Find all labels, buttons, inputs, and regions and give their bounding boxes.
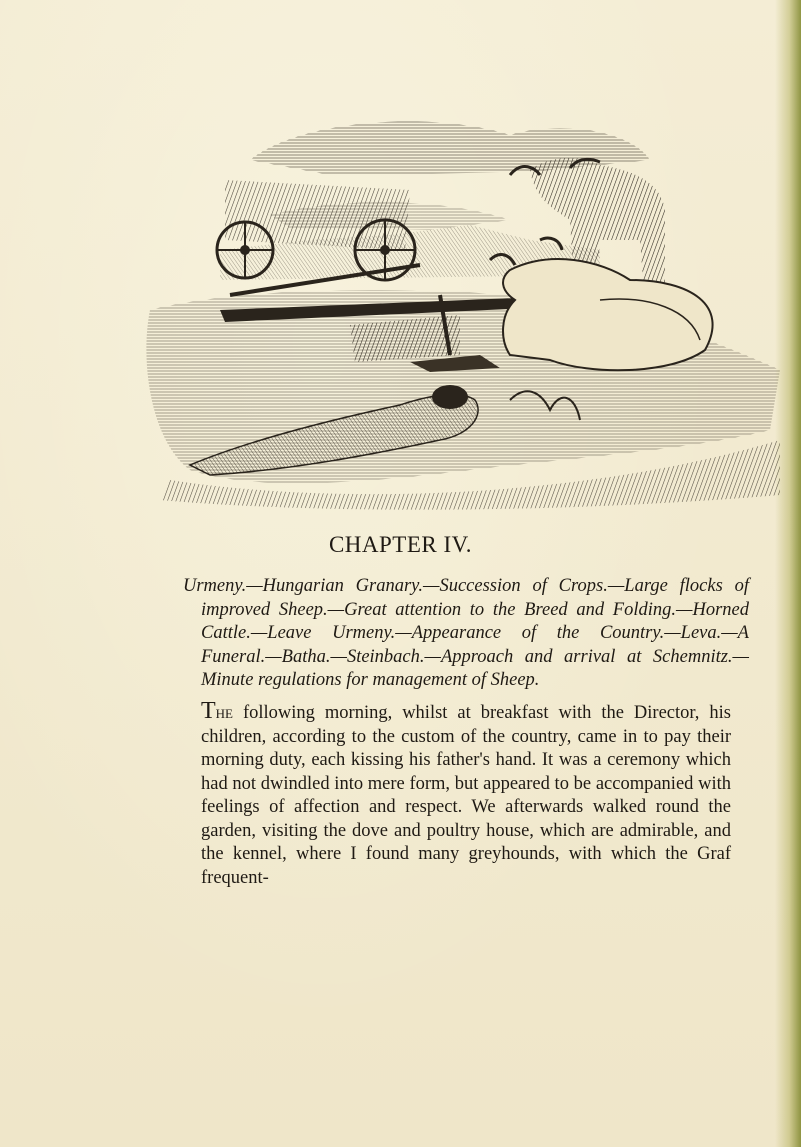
first-word-rest: he xyxy=(215,703,234,723)
chapter-summary: Urmeny.—Hungarian Granary.—Succession of Crops.—Large flocks of improved Sheep.—Great attention to the Breed and Folding.—Horned Cattle.—Leave Urmeny.—Appearance of the Country.—Leva.—A Funeral.—Batha.—Steinbach.—Approach and arrival at Schemnitz.—Minute regulations for management of Sheep. xyxy=(183,576,749,691)
page-edge-shadow xyxy=(775,0,801,1147)
engraving-illustration xyxy=(130,100,785,515)
chapter-title: CHAPTER IV. xyxy=(328,532,473,557)
body-paragraph xyxy=(201,700,731,890)
initial-letter: T xyxy=(201,698,216,724)
paragraph-text: following morning, whilst at breakfast with the Director, his children, according to the custom of the country, came in to pay their morning duty, each kissing his father's hand. It was a ceremony which had not dwindled into mere form, but appeared to be accompanied with feelings of affection and respect. We afterwards walked round the garden, visiting the dove and poultry house, which are admirable, and the kennel, where I found many greyhounds, with which the Graf frequent- xyxy=(201,703,731,888)
